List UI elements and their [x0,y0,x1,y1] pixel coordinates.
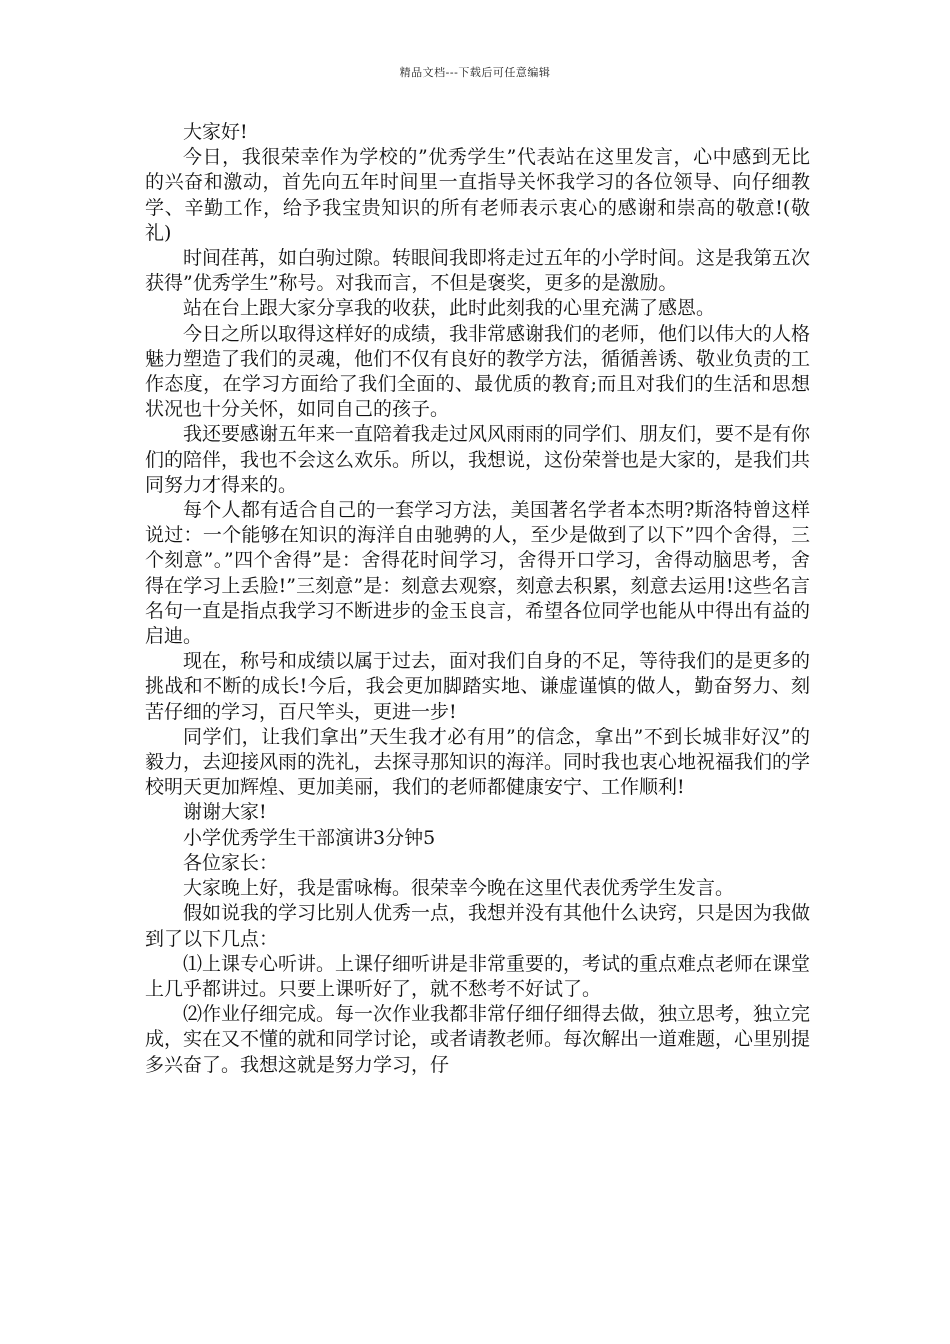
paragraph: 站在台上跟大家分享我的收获，此时此刻我的心里充满了感恩。 [183,297,716,320]
section-title: 小学优秀学生干部演讲3分钟5 [183,826,436,849]
document-body [145,120,810,1078]
paragraph: 大家晚上好，我是雷咏梅。很荣幸今晚在这里代表优秀学生发言。 [183,877,735,900]
paragraph: ⑴上课专心听讲。上课仔细听讲是非常重要的，考试的重点难点老师在课堂上几乎都讲过。只要上课听好了，就不愁考不好试了。 [145,952,811,1000]
paragraph: 同学们，让我们拿出”天生我才必有用”的信念，拿出”不到长城非好汉”的毅力，去迎接风雨的洗礼，去探寻那知识的海洋。同时我也衷心地祝福我们的学校明天更加辉煌、更加美丽，我们的老师都健康安宁、工作顺利! [145,725,811,799]
page-header: 精品文档---下载后可任意编辑 [399,66,551,79]
paragraph: 我还要感谢五年来一直陪着我走过风风雨雨的同学们、朋友们，要不是有你们的陪伴，我也不会这么欢乐。所以，我想说，这份荣誉也是大家的，是我们共同努力才得来的。 [145,423,811,496]
paragraph: 假如说我的学习比别人优秀一点，我想并没有其他什么诀窍，只是因为我做到了以下几点： [145,902,811,950]
paragraph: 时间荏苒，如白驹过隙。转眼间我即将走过五年的小学时间。这是我第五次获得”优秀学生”称号。对我而言，不但是褒奖，更多的是激励。 [145,247,811,295]
paragraph: 每个人都有适合自己的一套学习方法，美国著名学者本杰明?斯洛特曾这样说过：一个能够在知识的海洋自由驰骋的人，至少是做到了以下”四个舍得，三个刻意”。”四个舍得”是：舍得花时间学习，舍得开口学习，舍得动脑思考，舍得在学习上丢脸!”三刻意”是：刻意去观察，刻意去积累，刻意去运用!这些名言名句一直是指点我学习不断进步的金玉良言，希望各位同学也能从中得出有益的启迪。 [145,499,811,648]
paragraph: 今日，我很荣幸作为学校的”优秀学生”代表站在这里发言，心中感到无比的兴奋和激动，首先向五年时间里一直指导关怀我学习的各位领导、向仔细教学、辛勤工作，给予我宝贵知识的所有老师表示衷心的感谢和崇高的敬意!(敬礼) [145,146,810,244]
paragraph: 谢谢大家! [183,801,267,824]
paragraph: 今日之所以取得这样好的成绩，我非常感谢我们的老师，他们以伟大的人格魅力塑造了我们的灵魂，他们不仅有良好的教学方法，循循善诱、敬业负责的工作态度，在学习方面给了我们全面的、最优质的教育;而且对我们的生活和思想状况也十分关怀，如同自己的孩子。 [145,322,811,421]
paragraph: 现在，称号和成绩以属于过去，面对我们自身的不足，等待我们的是更多的挑战和不断的成长!今后，我会更加脚踏实地、谦虚谨慎的做人，勤奋努力、刻苦仔细的学习，百尺竿头，更进一步! [145,650,811,723]
paragraph: 大家好! [183,121,248,143]
paragraph: ⑵作业仔细完成。每一次作业我都非常仔细仔细得去做，独立思考，独立完成，实在又不懂的就和同学讨论，或者请教老师。每次解出一道难题，心里别提多兴奋了。我想这就是努力学习，仔 [145,1003,811,1076]
paragraph: 各位家长： [183,851,279,874]
